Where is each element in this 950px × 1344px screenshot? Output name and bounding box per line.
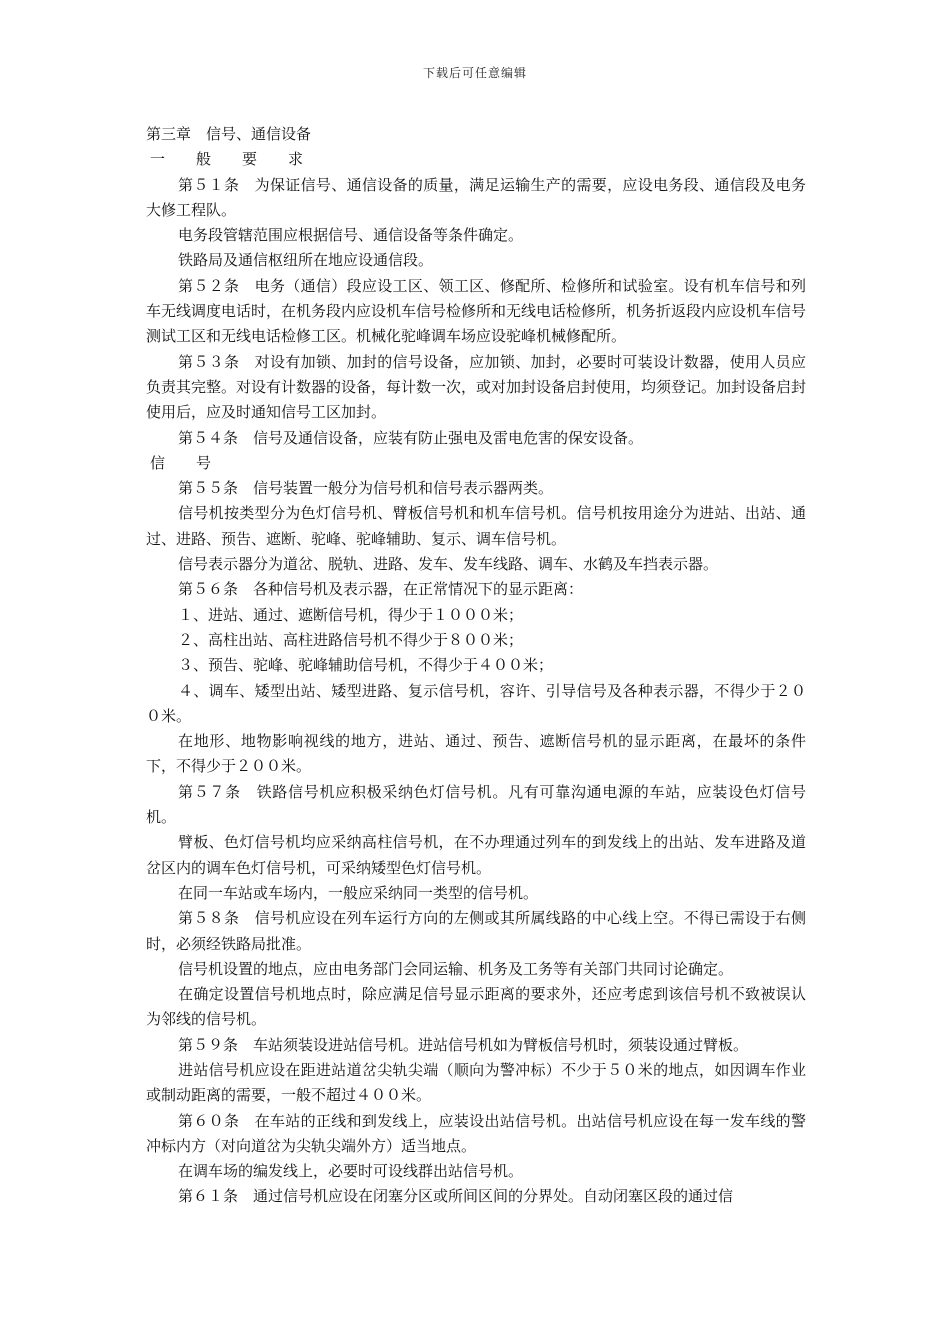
- list-item: ３、预告、驼峰、驼峰辅助信号机，不得少于４００米；: [178, 656, 554, 675]
- paragraph: 电务段管辖范围应根据信号、通信设备等条件确定。: [178, 226, 524, 245]
- list-item: １、进站、通过、遮断信号机，得少于１０００米；: [178, 605, 524, 624]
- section-heading-general: 一 般 要 求: [150, 150, 312, 169]
- paragraph: 在确定设置信号机地点时，除应满足信号显示距离的要求外，还应考虑到该信号机不致被误认为邻线的信号机。: [146, 985, 806, 1029]
- paragraph-art59: 第５９条 车站须装设进站信号机。进站信号机如为臂板信号机时，须装设通过臂板。: [178, 1035, 749, 1054]
- paragraph-art55: 第５５条 信号装置一般分为信号机和信号表示器两类。: [178, 479, 554, 498]
- document-body: [146, 122, 806, 1210]
- list-item: ２、高柱出站、高柱进路信号机不得少于８００米；: [178, 630, 524, 649]
- section-heading-signals: 信 号: [150, 453, 220, 472]
- paragraph-art53: 第５３条 对设有加锁、加封的信号设备，应加锁、加封，必要时可装设计数器，使用人员应负责其完整。对设有计数器的设备，每计数一次，或对加封设备启封使用，均须登记。加封设备启封使用后，应及时通知信号工区加封。: [146, 352, 807, 422]
- paragraph-art58: 第５８条 信号机应设在列车运行方向的左侧或其所属线路的中心线上空。不得已需设于右侧时，必须经铁路局批准。: [146, 909, 806, 953]
- page-header: 下载后可任意编辑: [422, 66, 527, 80]
- paragraph-art60: 第６０条 在车站的正线和到发线上，应装设出站信号机。出站信号机应设在每一发车线的警冲标内方（对向道岔为尖轨尖端外方）适当地点。: [146, 1111, 806, 1155]
- chapter-title: 第三章 信号、通信设备: [146, 125, 312, 143]
- paragraph: 进站信号机应设在距进站道岔尖轨尖端（顺向为警冲标）不少于５０米的地点，如因调车作业或制动距离的需要，一般不超过４００米。: [146, 1060, 806, 1105]
- paragraph: 臂板、色灯信号机均应采纳高柱信号机，在不办理通过列车的到发线上的出站、发车进路及道岔区内的调车色灯信号机，可采纳矮型色灯信号机。: [146, 833, 806, 877]
- paragraph: 在调车场的编发线上，必要时可设线群出站信号机。: [178, 1162, 524, 1181]
- paragraph: 信号机设置的地点，应由电务部门会同运输、机务及工务等有关部门共同讨论确定。: [178, 959, 734, 978]
- paragraph-art61: 第６１条 通过信号机应设在闭塞分区或所间区间的分界处。自动闭塞区段的通过信: [178, 1187, 734, 1206]
- paragraph: 铁路局及通信枢纽所在地应设通信段。: [178, 251, 434, 270]
- paragraph-art56: 第５６条 各种信号机及表示器，在正常情况下的显示距离：: [178, 580, 584, 599]
- paragraph: 在地形、地物影响视线的地方，进站、通过、预告、遮断信号机的显示距离，在最坏的条件下，不得少于２００米。: [146, 732, 806, 776]
- list-item: ４、调车、矮型出站、矮型进路、复示信号机，容许、引导信号及各种表示器，不得少于２００米。: [146, 681, 806, 725]
- paragraph: 在同一车站或车场内，一般应采纳同一类型的信号机。: [178, 883, 539, 902]
- paragraph: 信号机按类型分为色灯信号机、臂板信号机和机车信号机。信号机按用途分为进站、出站、通过、进路、预告、遮断、驼峰、驼峰辅助、复示、调车信号机。: [146, 504, 806, 548]
- paragraph: 信号表示器分为道岔、脱轨、进路、发车、发车线路、调车、水鹤及车挡表示器。: [178, 555, 719, 574]
- paragraph-art51: 第５１条 为保证信号、通信设备的质量，满足运输生产的需要，应设电务段、通信段及电务大修工程队。: [146, 175, 806, 219]
- paragraph-art54: 第５４条 信号及通信设备，应装有防止强电及雷电危害的保安设备。: [178, 428, 644, 447]
- paragraph-art52: 第５２条 电务（通信）段应设工区、领工区、修配所、检修所和试验室。设有机车信号和列车无线调度电话时，在机务段内应设机车信号检修所和无线电话检修所，机务折返段内应设机车信号测试工区和无线电话检修工区。机械化驼峰调车场应设驼峰机械修配所。: [146, 276, 807, 346]
- paragraph-art57: 第５７条 铁路信号机应积极采纳色灯信号机。凡有可靠沟通电源的车站，应装设色灯信号机。: [146, 782, 806, 827]
